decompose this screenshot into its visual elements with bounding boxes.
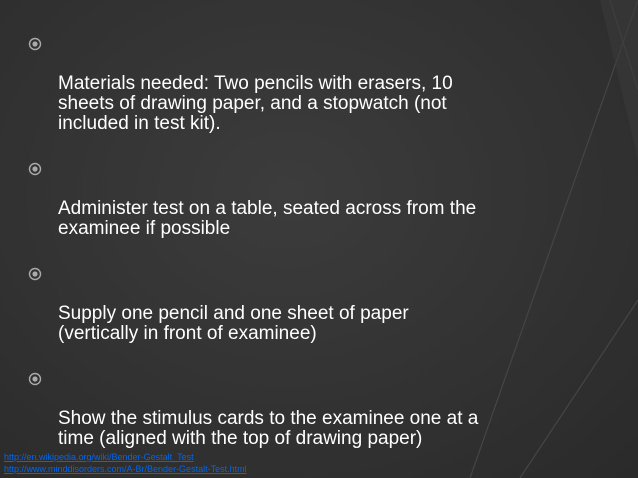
circle-bullet-icon: [28, 162, 42, 176]
circle-bullet-icon: [28, 267, 42, 281]
circle-bullet-icon: [28, 37, 42, 51]
bullet-list: [28, 34, 588, 474]
reference-link-wikipedia[interactable]: http://en.wikipedia.org/wiki/Bender-Gestalt_Test: [4, 452, 194, 462]
bullet-item-supply: [28, 264, 588, 344]
reference-links: [4, 451, 247, 475]
bullet-item-administer: [28, 159, 588, 239]
bullet-item-materials: [28, 34, 588, 134]
bullet-text: Show the stimulus cards to the examinee one at a time (aligned with the top of drawing paper): [58, 408, 479, 449]
bullet-text: Administer test on a table, seated across from the examinee if possible: [58, 198, 477, 239]
circle-bullet-icon: [28, 372, 42, 386]
bullet-text: Supply one pencil and one sheet of paper (vertically in front of examinee): [58, 303, 409, 344]
bullet-text: Materials needed: Two pencils with erasers, 10 sheets of drawing paper, and a stopwatch (not included in test kit).: [58, 73, 453, 134]
reference-link-minddisorders[interactable]: http://www.minddisorders.com/A-Br/Bender-Gestalt-Test.html: [4, 464, 247, 474]
bullet-item-stimulus: [28, 369, 588, 449]
